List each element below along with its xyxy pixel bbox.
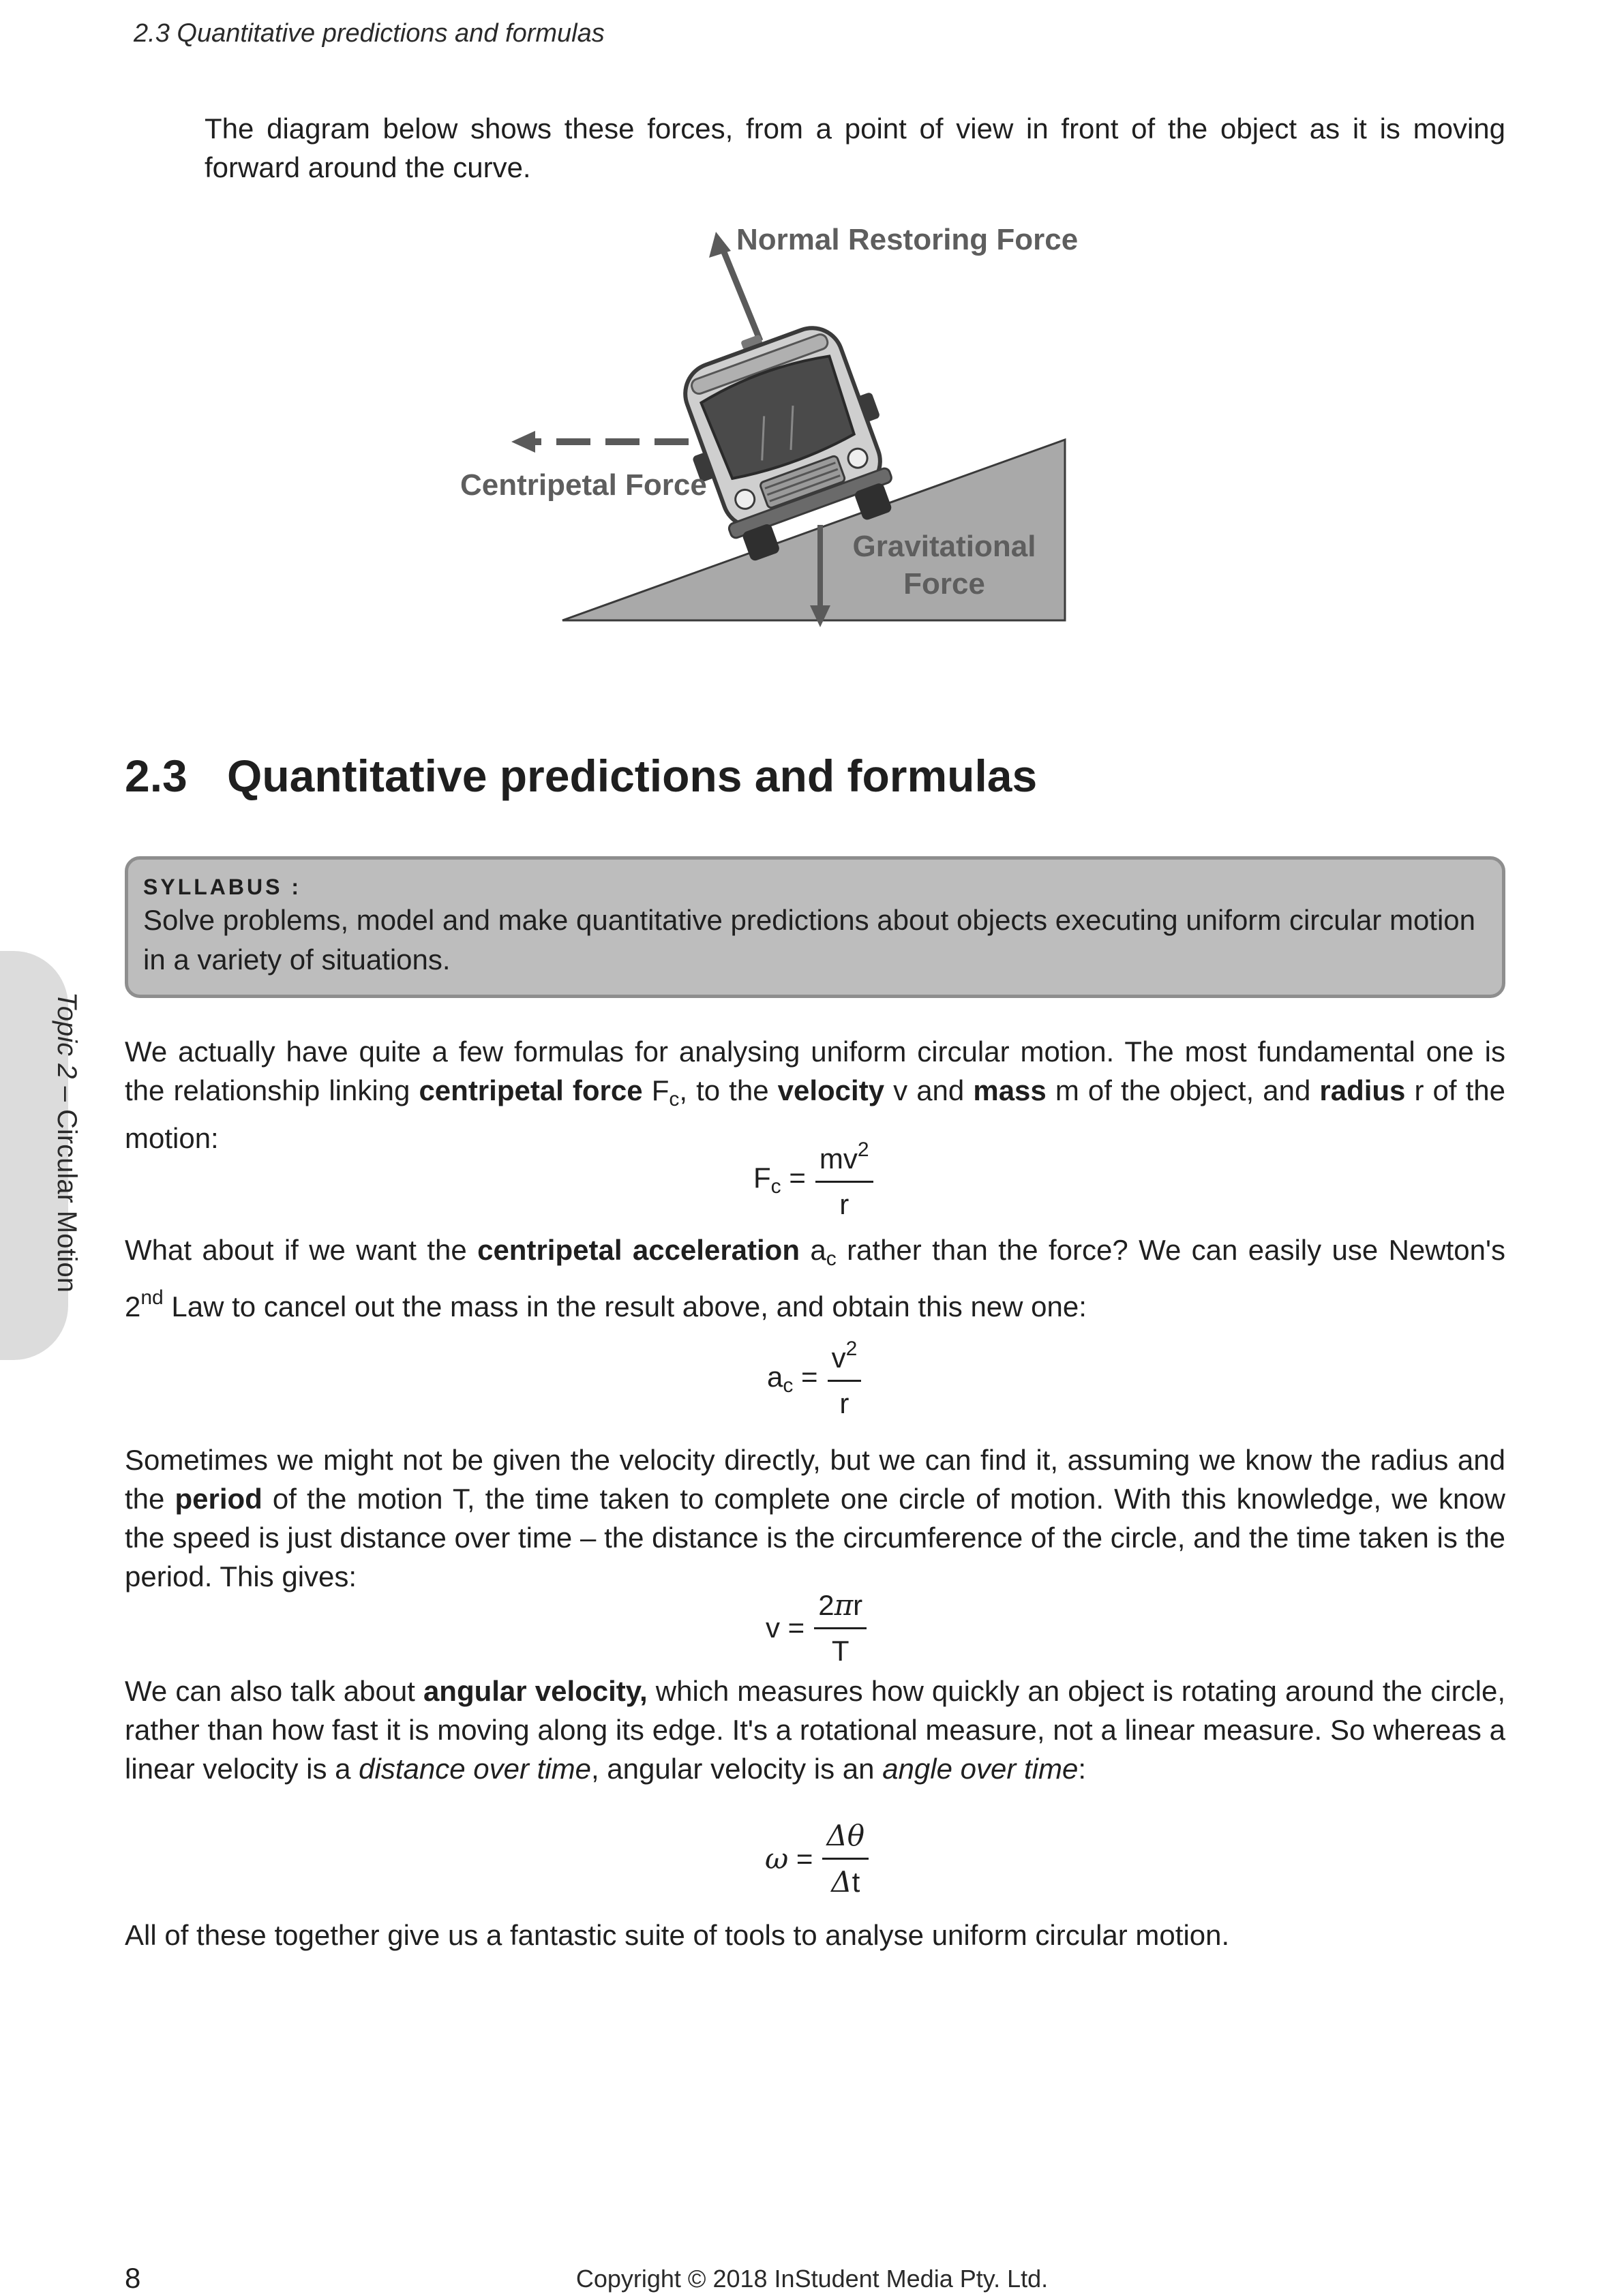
- formula-1-numerator: $mv^2$: [815, 1138, 873, 1183]
- formula-2-lhs: $a_c$ =: [767, 1360, 818, 1397]
- p2-text-e: Law to cancel out the mass in the result above, and obtain this new one:: [163, 1290, 1087, 1323]
- p1-sub-c: c: [669, 1088, 680, 1111]
- formula-1-fraction: [815, 1138, 873, 1221]
- p3-bold-period: period: [175, 1483, 262, 1515]
- centripetal-arrowhead: [511, 431, 535, 453]
- formula-2-fraction: [828, 1338, 862, 1420]
- section-title: Quantitative predictions and formulas: [227, 751, 1038, 801]
- paragraph-angular-velocity: [125, 1672, 1505, 1788]
- p4-italic-angle-over-time: angle over time: [882, 1753, 1079, 1785]
- formula-1-denominator: r: [839, 1188, 849, 1220]
- formula-1-lhs: $F_c$ =: [753, 1161, 806, 1198]
- p4-text-a: We can also talk about: [125, 1675, 423, 1707]
- gravitational-force-label-2: Force: [903, 567, 985, 601]
- formula-3-fraction: [814, 1588, 867, 1667]
- p1-text-e: v and: [884, 1074, 974, 1106]
- p2-text-d: rather than the force? We can easily use Newton's 2: [125, 1234, 1505, 1323]
- copyright-notice: Copyright © 2018 InStudent Media Pty. Ltd.: [575, 2265, 1049, 2293]
- p4-text-e: :: [1078, 1753, 1087, 1785]
- gravitational-force-label-1: Gravitational: [852, 530, 1036, 563]
- p1-text-d: , to the: [679, 1074, 778, 1106]
- section-number: 2.3: [125, 751, 187, 801]
- formula-2-denominator: r: [839, 1387, 849, 1419]
- p2-text-c: a: [799, 1234, 826, 1266]
- p1-bold-velocity: velocity: [777, 1074, 885, 1106]
- side-topic-title: – Circular Motion: [52, 1078, 82, 1293]
- formula-4-lhs: ω =: [765, 1842, 813, 1875]
- formula-4-numerator: Δθ: [822, 1819, 869, 1860]
- p1-text-f: m of the object, and: [1046, 1074, 1320, 1106]
- formula-4-denominator: Δt: [831, 1865, 860, 1899]
- syllabus-label: SYLLABUS :: [143, 875, 301, 899]
- normal-force-arrow: [723, 249, 760, 341]
- p1-text-g: r of the motion:: [125, 1074, 1506, 1154]
- p2-sub-c: c: [826, 1248, 837, 1270]
- p1-bold-mass: mass: [973, 1074, 1047, 1106]
- centripetal-force-label: Centripetal Force: [460, 468, 707, 502]
- page-number: 8: [125, 2262, 141, 2294]
- formula-4-fraction: [822, 1819, 869, 1899]
- p4-text-d: , angular velocity is an: [590, 1753, 883, 1785]
- formula-3-numerator: 2πr: [814, 1588, 867, 1629]
- p2-bold-centripetal-acceleration: centripetal acceleration: [477, 1234, 800, 1266]
- p4-italic-distance-over-time: distance over time: [359, 1753, 591, 1785]
- p2-text-a: What about if we want the: [125, 1234, 478, 1266]
- p4-text-c: which measures how quickly an object is rotating around the circle, rather than how fast it is moving along its edge. It's a rotational measure, not a linear measure. So whereas a linear velocity is a: [125, 1675, 1505, 1785]
- intro-paragraph: The diagram below shows these forces, from a point of view in front of the object as it is moving forward around the curve.: [205, 112, 1505, 183]
- formula-centripetal-force: [753, 1138, 873, 1221]
- formula-velocity-period: [766, 1588, 867, 1667]
- paragraph-period: [125, 1440, 1505, 1596]
- formula-3-lhs: v =: [766, 1612, 805, 1644]
- formula-angular-velocity: [765, 1819, 869, 1899]
- p1-bold-centripetal-force: centripetal force: [419, 1074, 643, 1106]
- force-diagram: [436, 218, 1118, 641]
- syllabus-box: [125, 856, 1505, 998]
- p2-sup-nd: nd: [140, 1286, 164, 1309]
- p3-text-a: Sometimes we might not be given the velocity directly, but we can find it, assuming we know the radius and the: [125, 1444, 1505, 1515]
- side-topic-label: [51, 992, 82, 1293]
- formula-2-numerator: $v^2$: [828, 1338, 862, 1382]
- running-header: 2.3 Quantitative predictions and formulas: [134, 19, 605, 48]
- formula-3-denominator: T: [831, 1635, 849, 1667]
- p1-bold-radius: radius: [1319, 1074, 1406, 1106]
- p4-bold-angular-velocity: angular velocity,: [423, 1675, 648, 1707]
- side-topic-number: Topic 2: [52, 992, 82, 1079]
- formula-centripetal-acceleration: [767, 1338, 861, 1420]
- section-heading: [125, 750, 1037, 802]
- p3-text-c: of the motion T, the time taken to complete one circle of motion. With this knowledge, we know the speed is just distance over time – the distance is the circumference of the circle, and the time taken is the period. This gives:: [125, 1483, 1505, 1592]
- p1-text-c: F: [642, 1074, 670, 1106]
- paragraph-summary: All of these together give us a fantastic suite of tools to analyse uniform circular motion.: [125, 1919, 1230, 1951]
- paragraph-centripetal-acceleration: [125, 1230, 1505, 1326]
- p1-text-a: We actually have quite a few formulas for analysing uniform circular motion. The most fundamental one is the relationship linking: [125, 1036, 1505, 1106]
- syllabus-text: Solve problems, model and make quantitative predictions about objects executing uniform circular motion in a variety of situations.: [143, 904, 1476, 976]
- normal-force-label: Normal Restoring Force: [736, 223, 1079, 256]
